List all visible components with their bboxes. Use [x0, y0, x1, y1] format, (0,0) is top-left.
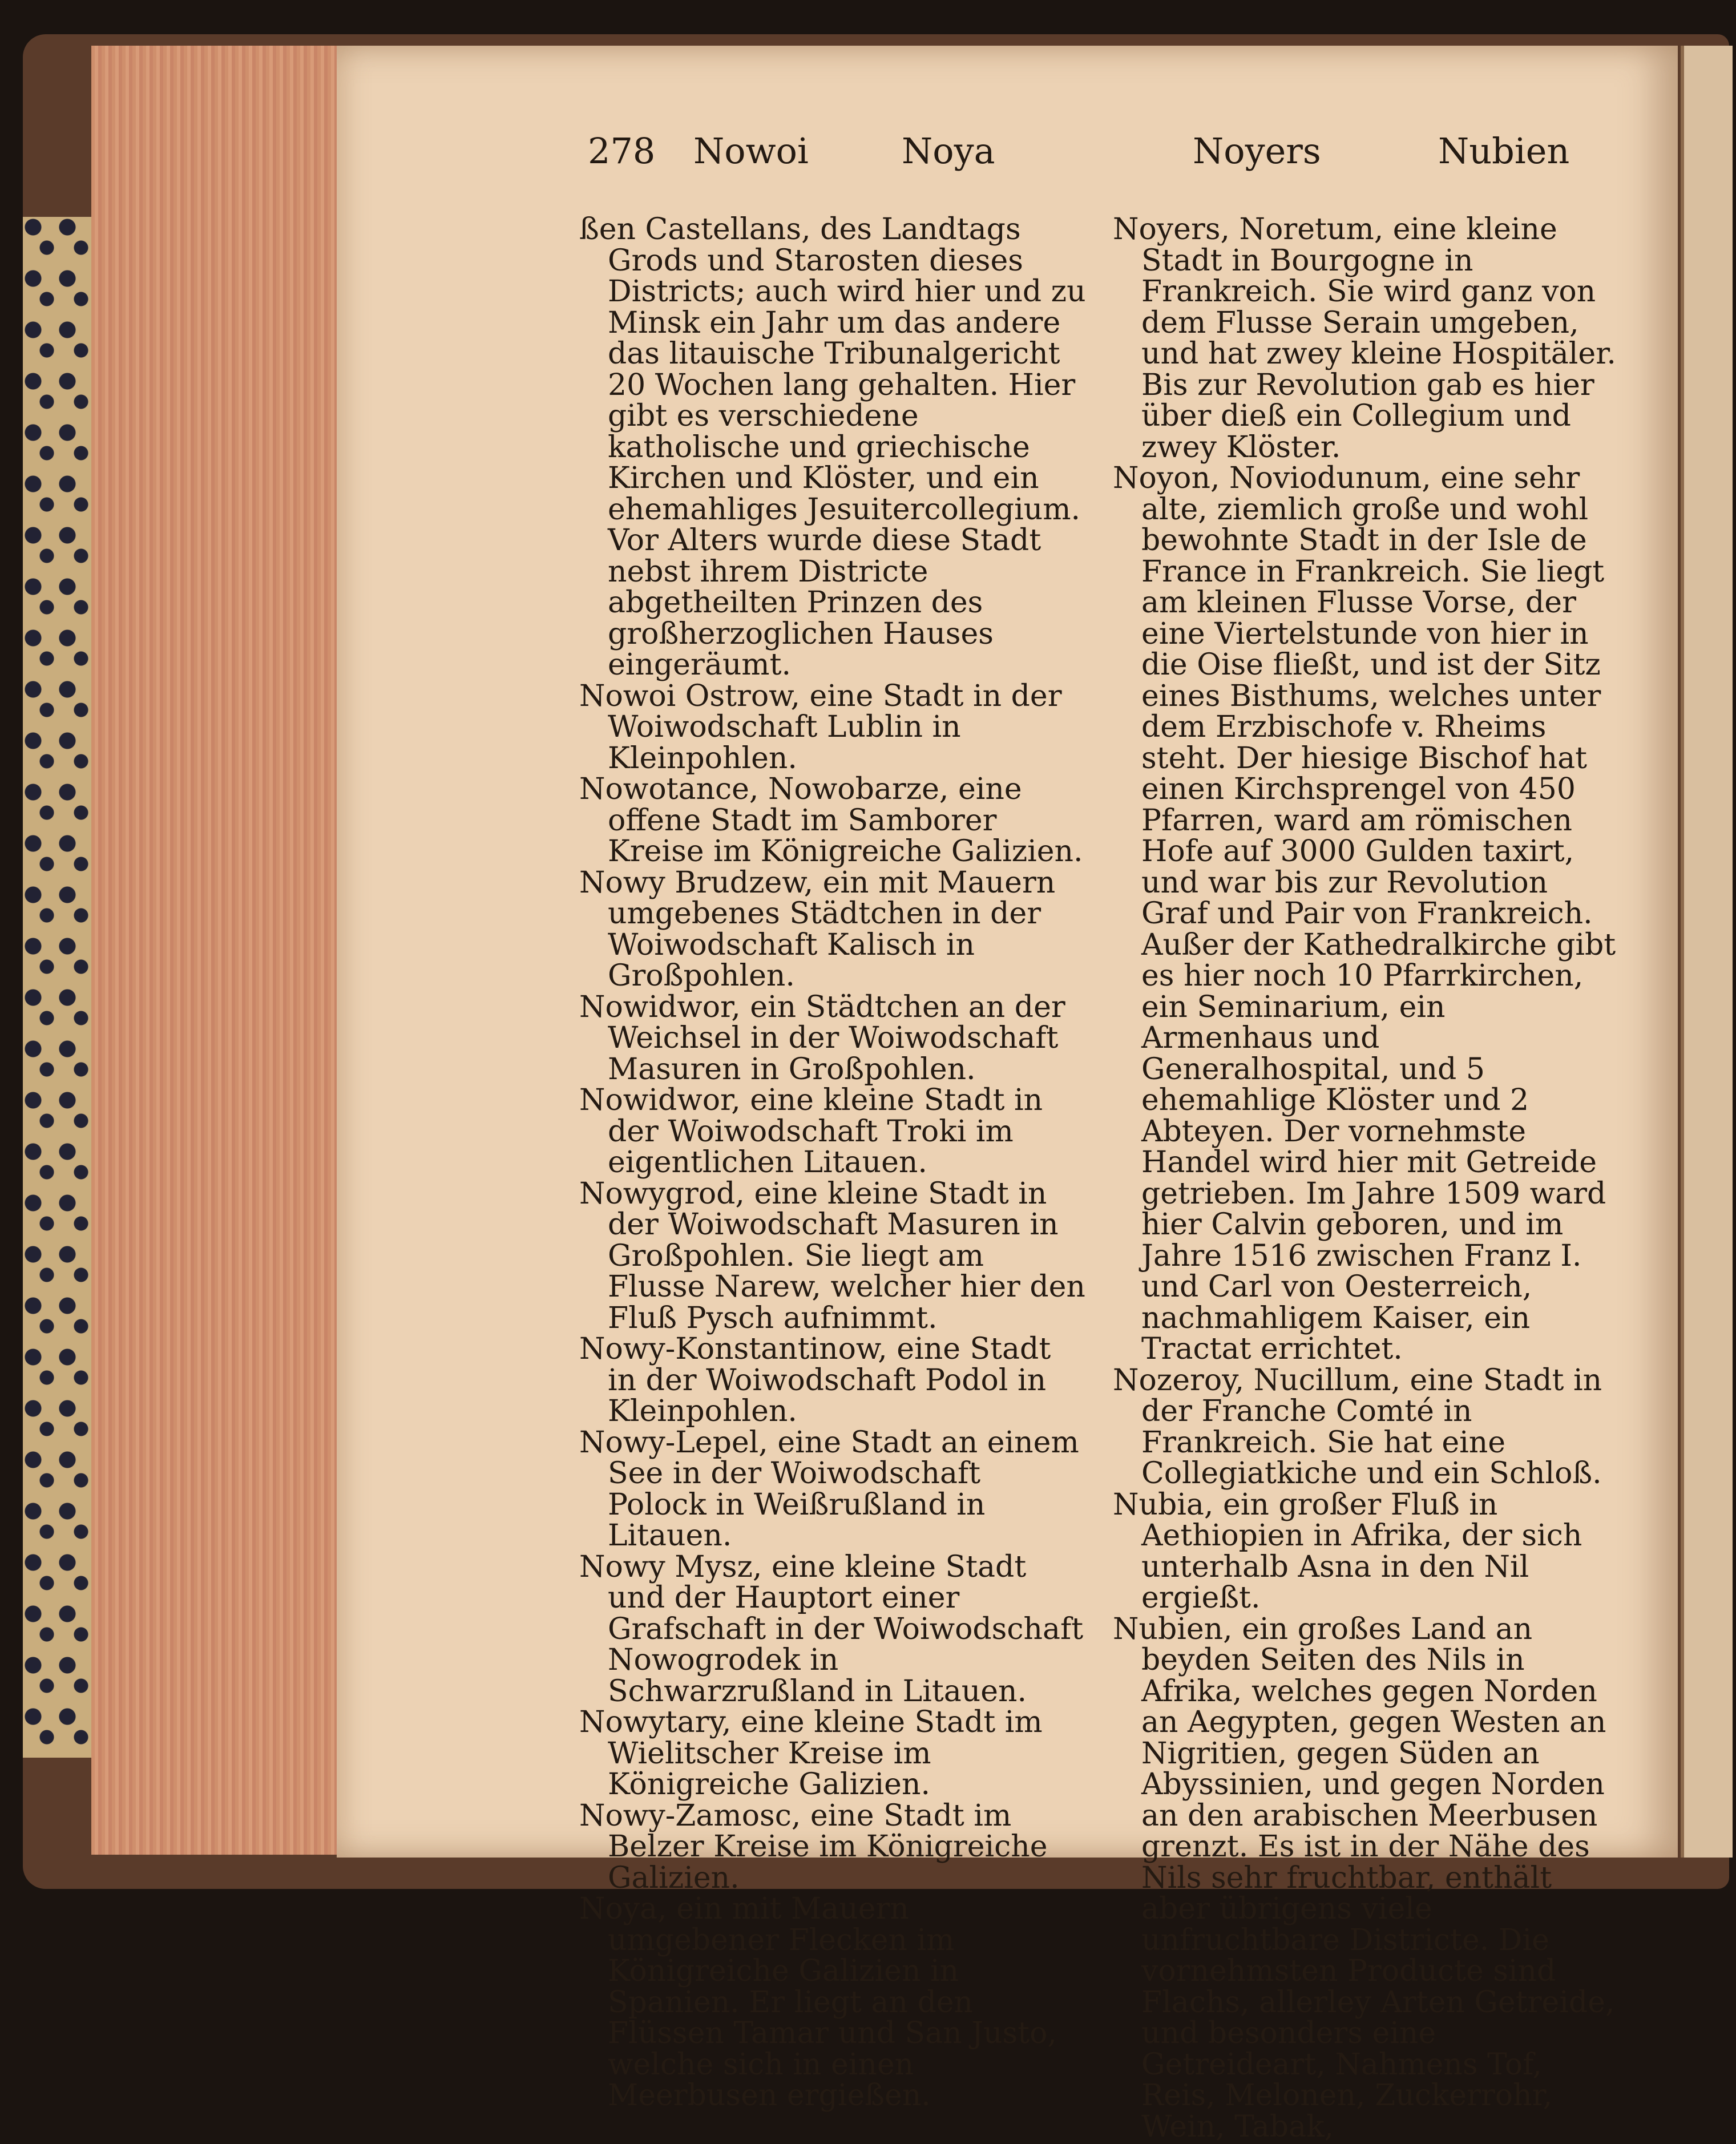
- running-head-right-2: Nubien: [1438, 130, 1570, 172]
- entry-paragraph: Nowy Brudzew, ein mit Mauern umgebenes Städtchen in der Woiwodschaft Kalisch in Großpohlen.: [579, 865, 1056, 993]
- running-head-left-1: Nowoi: [693, 130, 809, 172]
- page-number: 278: [588, 130, 656, 172]
- page-edges: [91, 46, 337, 1855]
- entry-paragraph: Nowy-Zamosc, eine Stadt im Belzer Kreise im Königreiche Galizien.: [579, 1798, 1048, 1895]
- left-text-column: [579, 214, 1087, 2111]
- entry-paragraph: Nubien, ein großes Land an beyden Seiten des Nils in Afrika, welches gegen Norden an Aegypten, gegen Westen an Nigritien, gegen Süden an Abyssinien, und gegen Norden an den arabischen Meerbusen grenzt. Es ist in der Nähe des Nils sehr fruchtbar, enthält aber übrigens viele unfruchtbare Districte. Die vornehmsten Producte sind Flachs, allerley Arten Getreide, und besonders eine Getreideart, Nahmens Tof, Reis, Melonen, Zuckerrohr, Wein, Tabak,: [1113, 1612, 1615, 2144]
- entry-paragraph: Nowy Mysz, eine kleine Stadt und der Hauptort einer Grafschaft in der Woiwodschaft Nowogrodek in Schwarzrußland in Litauen.: [579, 1549, 1084, 1709]
- entry-paragraph: Nowoi Ostrow, eine Stadt in der Woiwodschaft Lublin in Kleinpohlen.: [579, 679, 1062, 776]
- entry-paragraph: Noya, ein mit Mauern umgebener Flecken im Königreiche Galizien in Spanien. Er liegt an den Flüssen Tamar und San Justo, welche sich in einen Meerbusen ergießen.: [579, 1892, 1057, 2113]
- right-text-column: [1113, 214, 1621, 2142]
- entry-paragraph: Noyon, Noviodunum, eine sehr alte, ziemlich große und wohl bewohnte Stadt in der Isle de France in Frankreich. Sie liegt am kleinen Flusse Vorse, der eine Viertelstunde von hier in die Oise fließt, und ist der Sitz eines Bisthums, welches unter dem Erzbischofe v. Rheims steht. Der hiesige Bischof hat einen Kirchsprengel von 450 Pfarren, ward am römischen Hofe auf 3000 Gulden taxirt, und war bis zur Revolution Graf und Pair von Frankreich. Außer der Kathedralkirche gibt es hier noch 10 Pfarrkirchen, ein Seminarium, ein Armenhaus und Generalhospital, und 5 ehemahlige Klöster und 2 Abteyen. Der vornehmste Handel wird hier mit Getreide getrieben. Im Jahre 1509 ward hier Calvin geboren, und im Jahre 1516 zwischen Franz I. und Carl von Oesterreich, nachmahligem Kaiser, ein Tractat errichtet.: [1113, 461, 1616, 1366]
- running-head-right-1: Noyers: [1193, 130, 1321, 172]
- marbled-cover-edge: [23, 217, 91, 1758]
- running-head-left-2: Noya: [902, 130, 995, 172]
- entry-paragraph: Nowy-Lepel, eine Stadt an einem See in der Woiwodschaft Polock in Weißrußland in Litauen.: [579, 1425, 1079, 1553]
- entry-paragraph: Nubia, ein großer Fluß in Aethiopien in Afrika, der sich unterhalb Asna in den Nil ergießt.: [1113, 1487, 1582, 1615]
- entry-paragraph: Nowygrod, eine kleine Stadt in der Woiwodschaft Masuren in Großpohlen. Sie liegt am Flusse Narew, welcher hier den Fluß Pysch aufnimmt.: [579, 1176, 1085, 1335]
- entry-paragraph: Nowytary, eine kleine Stadt im Wielitscher Kreise im Königreiche Galizien.: [579, 1705, 1043, 1802]
- entry-paragraph: Nowidwor, eine kleine Stadt in der Woiwodschaft Troki im eigentlichen Litauen.: [579, 1083, 1043, 1180]
- entry-paragraph: Nozeroy, Nucillum, eine Stadt in der Franche Comté in Frankreich. Sie hat eine Collegiatkiche und ein Schloß.: [1113, 1363, 1602, 1491]
- facing-page-edge: [1681, 46, 1733, 1858]
- entry-paragraph: ßen Castellans, des Landtags Grods und Starosten dieses Districts; auch wird hier und zu Minsk ein Jahr um das andere das litauische Tribunalgericht 20 Wochen lang gehalten. Hier gibt es verschiedene katholische und griechische Kirchen und Klöster, und ein ehemahliges Jesuitercollegium. Vor Alters wurde diese Stadt nebst ihrem Districte abgetheilten Prinzen des großherzoglichen Hauses eingeräumt.: [579, 212, 1086, 682]
- entry-paragraph: Nowotance, Nowobarze, eine offene Stadt im Samborer Kreise im Königreiche Galizien.: [579, 772, 1083, 869]
- entry-paragraph: Nowy-Konstantinow, eine Stadt in der Woiwodschaft Podol in Kleinpohlen.: [579, 1332, 1051, 1428]
- entry-paragraph: Noyers, Noretum, eine kleine Stadt in Bourgogne in Frankreich. Sie wird ganz von dem Flusse Serain umgeben, und hat zwey kleine Hospitäler. Bis zur Revolution gab es hier über dieß ein Collegium und zwey Klöster.: [1113, 212, 1616, 465]
- entry-paragraph: Nowidwor, ein Städtchen an der Weichsel in der Woiwodschaft Masuren in Großpohlen.: [579, 990, 1065, 1087]
